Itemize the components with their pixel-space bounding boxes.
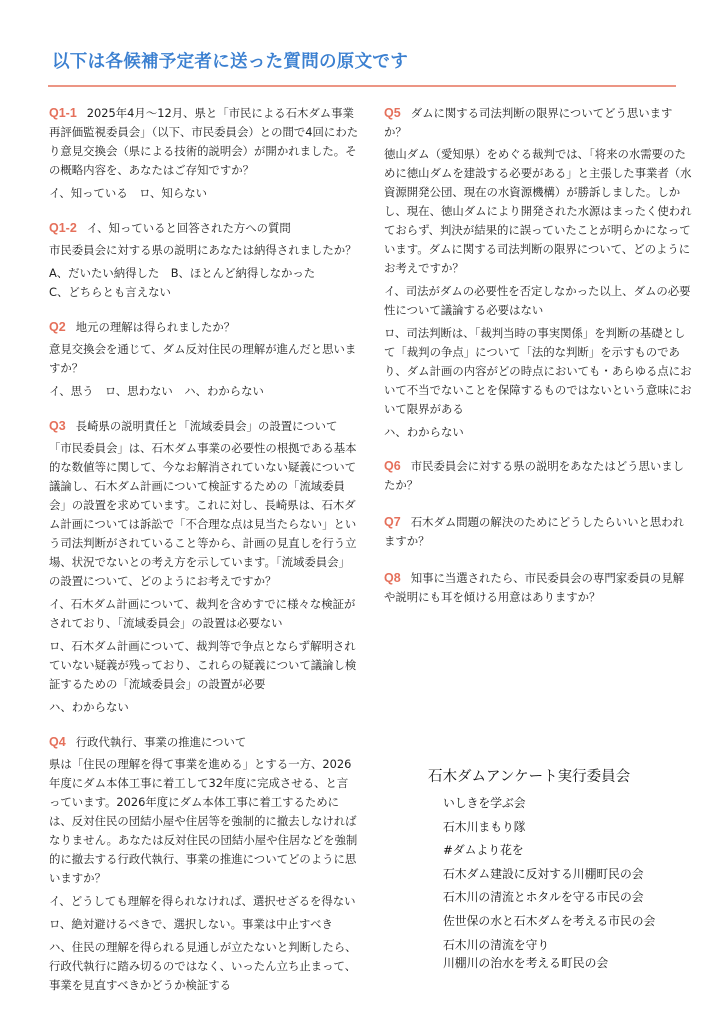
question-heading: [49, 417, 359, 436]
questions-left-column: [49, 104, 359, 1011]
answer-option: A、だいたい納得した B、ほとんど納得しなかった C、どちらとも言えない: [49, 266, 316, 299]
question-number: Q2: [49, 320, 66, 334]
question-heading: [49, 733, 359, 752]
question-block: [384, 104, 694, 442]
answer-option: イ、司法がダムの必要性を否定しなかった以上、ダムの必要性について議論する必要はない: [384, 284, 691, 317]
question-title: 行政代執行、事業の推進について: [75, 735, 247, 749]
question-number: Q3: [49, 419, 66, 433]
answer-option: ハ、わからない: [49, 700, 129, 714]
question-block: [384, 513, 694, 551]
question-body: 県は「住民の理解を得て事業を進める」とする一方、2026年度にダム本体工事に着工して32年度に完成させる、と言っています。2026年度にダム本体工事に着工するためには、反対住民の団結小屋や住居等を強制的に撤去しなければなりません。あなたは反対住民の団結小屋や住居などを強制的に撤去する行政代執行、事業の推進についてどのように思いますか？: [49, 757, 358, 885]
answer-option: ロ、石木ダム計画について、裁判等で争点とならず解明されていない疑義が残っており、これらの疑義について議論し検証するための「流域委員会」の設置が必要: [49, 639, 357, 691]
organization-member-list: [443, 792, 655, 972]
question-title: 地元の理解は得られましたか？: [75, 320, 236, 334]
answer-option: イ、石木ダム計画について、裁判を含めすでに様々な検証がされており、「流域委員会」の設置は必要ない: [49, 597, 356, 630]
question-heading: [49, 104, 359, 180]
organization-block: [428, 766, 655, 972]
question-title: イ、知っていると回答された方への質問: [86, 221, 291, 235]
question-title: 市民委員会に対する県の説明をあなたはどう思いましたか？: [384, 459, 685, 492]
question-title: 知事に当選されたら、市民委員会の専門家委員の見解や説明にも耳を傾ける用意はありますか？: [384, 571, 685, 604]
answer-option: ロ、絶対避けるべきで、選択しない。事業は中止すべき: [49, 917, 333, 931]
organization-member: いしきを学ぶ会: [443, 796, 526, 810]
answer-option: ハ、住民の理解を得られる見通しが立たないと判断したら、行政代執行に踏み切るのではなく、いったん立ち止まって、事業を見直すべきかどうか検証する: [49, 940, 357, 992]
question-heading: [49, 219, 359, 238]
question-block: [384, 569, 694, 607]
organization-title: 石木ダムアンケート実行委員会: [428, 769, 631, 785]
answer-option: ロ、司法判断は、「裁判当時の事実関係」を判断の基礎として「裁判の争点」について「法的な判断」を示すものであり、ダム計画の内容がどの時点においても・あらゆる点において不当でないことを保障するものではないという意味において限界がある: [384, 326, 692, 416]
question-block: [49, 733, 359, 995]
questions-right-column: [384, 104, 694, 625]
question-heading: [384, 457, 694, 495]
organization-member: 石木川の清流を守り 川棚川の治水を考える町民の会: [443, 938, 609, 970]
question-block: [384, 457, 694, 495]
question-body: 意見交換会を通じて、ダム反対住民の理解が進んだと思いますか？: [49, 342, 357, 375]
question-block: [49, 104, 359, 203]
question-number: Q6: [384, 459, 401, 473]
organization-member: 石木川の清流とホタルを守る市民の会: [443, 890, 644, 904]
question-number: Q5: [384, 106, 401, 120]
question-body: 「市民委員会」は、石木ダム事業の必要性の根拠である基本的な数値等に関して、今なお解消されていない疑義について議論し、石木ダム計画について検証するための「流域委員会」の設置を求めています。これに対し、長崎県は、石木ダム計画については訴訟で「不合理な点は見当たらない」という司法判断がされていること等から、計画の見直しを行う立場、状況でないとの考え方を示しています。「流域委員会」の設置について、どのようにお考えですか？: [49, 441, 357, 588]
organization-member: 石木ダム建設に反対する川棚町民の会: [443, 866, 644, 881]
question-heading: [384, 513, 694, 551]
question-body: 徳山ダム（愛知県）をめぐる裁判では、「将来の水需要のために徳山ダムを建設する必要がある」と主張した事業者（水資源開発公団、現在の水資源機構）が勝訴しました。しかし、現在、徳山ダムにより開発された水源はまったく使われておらず、判決が結果的に誤っていたことが明らかになっています。ダムに関する司法判断の限界について、どのようにお考えですか？: [384, 147, 692, 275]
title-divider: [48, 85, 676, 87]
question-number: Q1-1: [49, 106, 77, 120]
organization-member: 佐世保の水と石木ダムを考える市民の会: [443, 913, 656, 928]
question-title: 長崎県の説明責任と「流域委員会」の設置について: [75, 419, 338, 433]
page-title: 以下は各候補予定者に送った質問の原文です: [52, 52, 408, 72]
question-heading: [49, 318, 359, 337]
question-title: ダムに関する司法判断の限界についてどう思いますか？: [384, 106, 673, 139]
question-heading: [384, 104, 694, 142]
answer-option: イ、知っている ロ、知らない: [49, 186, 207, 200]
question-number: Q8: [384, 571, 401, 585]
question-number: Q7: [384, 515, 401, 529]
question-title: 2025年4月〜12月、県と「市民による石木ダム事業再評価監視委員会」（以下、市民委員会）との間で4回にわたり意見交換会（県による技術的説明会）が開かれました。その概略内容を、あなたはご存知ですか？: [49, 106, 359, 177]
question-number: Q4: [49, 735, 66, 749]
organization-member: #ダムより花を: [443, 843, 524, 857]
question-number: Q1-2: [49, 221, 77, 235]
answer-option: ハ、わからない: [384, 425, 464, 439]
question-block: [49, 417, 359, 717]
question-block: [49, 219, 359, 302]
question-title: 石木ダム問題の解決のためにどうしたらいいと思われますか？: [384, 515, 685, 548]
question-block: [49, 318, 359, 401]
answer-option: イ、どうしても理解を得られなければ、選択せざるを得ない: [49, 894, 356, 908]
answer-option: イ、思う ロ、思わない ハ、わからない: [49, 384, 264, 398]
organization-member: 石木川まもり隊: [443, 819, 526, 834]
question-body: 市民委員会に対する県の説明にあなたは納得されましたか？: [49, 243, 357, 257]
question-heading: [384, 569, 694, 607]
